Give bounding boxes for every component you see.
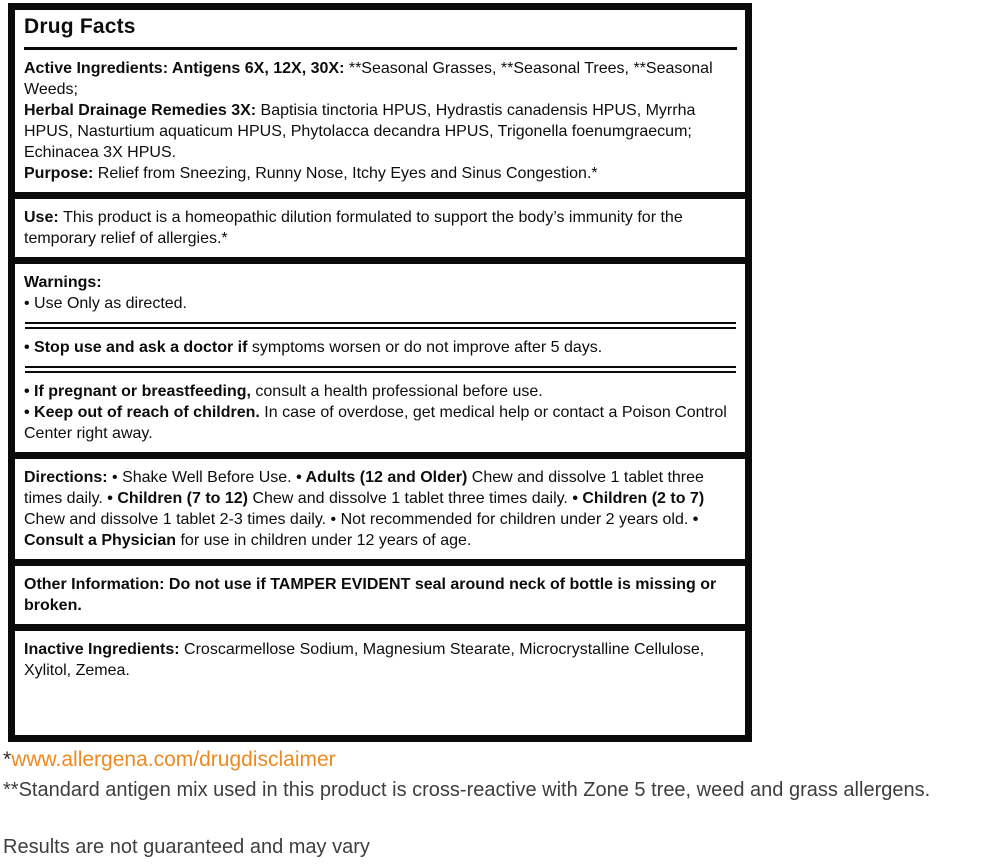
section-divider — [15, 452, 745, 459]
warning-item: • Stop use and ask a doctor if symptoms worsen or do not improve after 5 days. — [24, 339, 603, 356]
purpose-text: Purpose: Relief from Sneezing, Runny Nose, Itchy Eyes and Sinus Congestion.* — [24, 165, 598, 182]
active-ingredients-text: Active Ingredients: Antigens 6X, 12X, 30X: **Seasonal Grasses, **Seasonal Trees, **Seasonal Weeds; — [24, 60, 713, 98]
section-warnings — [15, 264, 745, 452]
footnotes — [3, 747, 998, 860]
warnings-double-rule-divider — [25, 322, 736, 329]
other-information-text: Other Information: Do not use if TAMPER EVIDENT seal around neck of bottle is missing or broken. — [24, 576, 717, 614]
drug-facts-panel — [8, 3, 752, 742]
section-active-ingredients — [15, 50, 745, 192]
section-directions — [15, 459, 745, 559]
drug-disclaimer-footnote — [3, 747, 998, 773]
antigen-mix-footnote: **Standard antigen mix used in this product is cross-reactive with Zone 5 tree, weed and grass allergens. — [3, 779, 931, 801]
warning-item: • Use Only as directed. — [24, 295, 187, 312]
footnote-asterisk: * — [3, 748, 12, 771]
section-divider — [15, 192, 745, 199]
section-other-information — [15, 566, 745, 624]
inactive-ingredients-text: Inactive Ingredients: Croscarmellose Sodium, Magnesium Stearate, Microcrystalline Cellulose, Xylitol, Zemea. — [24, 641, 705, 679]
section-inactive-ingredients — [15, 631, 745, 689]
drug-facts-title: Drug Facts — [24, 15, 136, 38]
results-disclaimer-text: Results are not guaranteed and may vary — [3, 836, 370, 858]
section-divider — [15, 624, 745, 631]
use-text: Use: This product is a homeopathic dilution formulated to support the body’s immunity for the temporary relief of allergies.* — [24, 209, 683, 247]
warnings-double-rule-divider — [25, 366, 736, 373]
section-divider — [15, 257, 745, 264]
warnings-heading: Warnings: — [24, 274, 102, 291]
directions-text: Directions: • Shake Well Before Use. • Adults (12 and Older) Chew and dissolve 1 tablet three times daily. • Children (7 to 12) Chew and dissolve 1 tablet three times daily. • Children (2 to 7) Chew and dissolve 1 tablet 2-3 times daily. • Not recommended for children under 2 years old. • Consult a Physician for use in children under 12 years of age. — [24, 469, 705, 549]
section-divider — [15, 559, 745, 566]
herbal-drainage-text: Herbal Drainage Remedies 3X: Baptisia tinctoria HPUS, Hydrastis canadensis HPUS, Myrrha HPUS, Nasturtium aquaticum HPUS, Phytolacca decandra HPUS, Trigonella foenumgraecum; Echinacea 3X HPUS. — [24, 102, 696, 161]
warning-item: • If pregnant or breastfeeding, consult a health professional before use. — [24, 383, 543, 400]
drug-disclaimer-link[interactable]: www.allergena.com/drugdisclaimer — [11, 748, 336, 771]
section-use — [15, 199, 745, 257]
warning-item: • Keep out of reach of children. In case of overdose, get medical help or contact a Poison Control Center right away. — [24, 404, 727, 442]
